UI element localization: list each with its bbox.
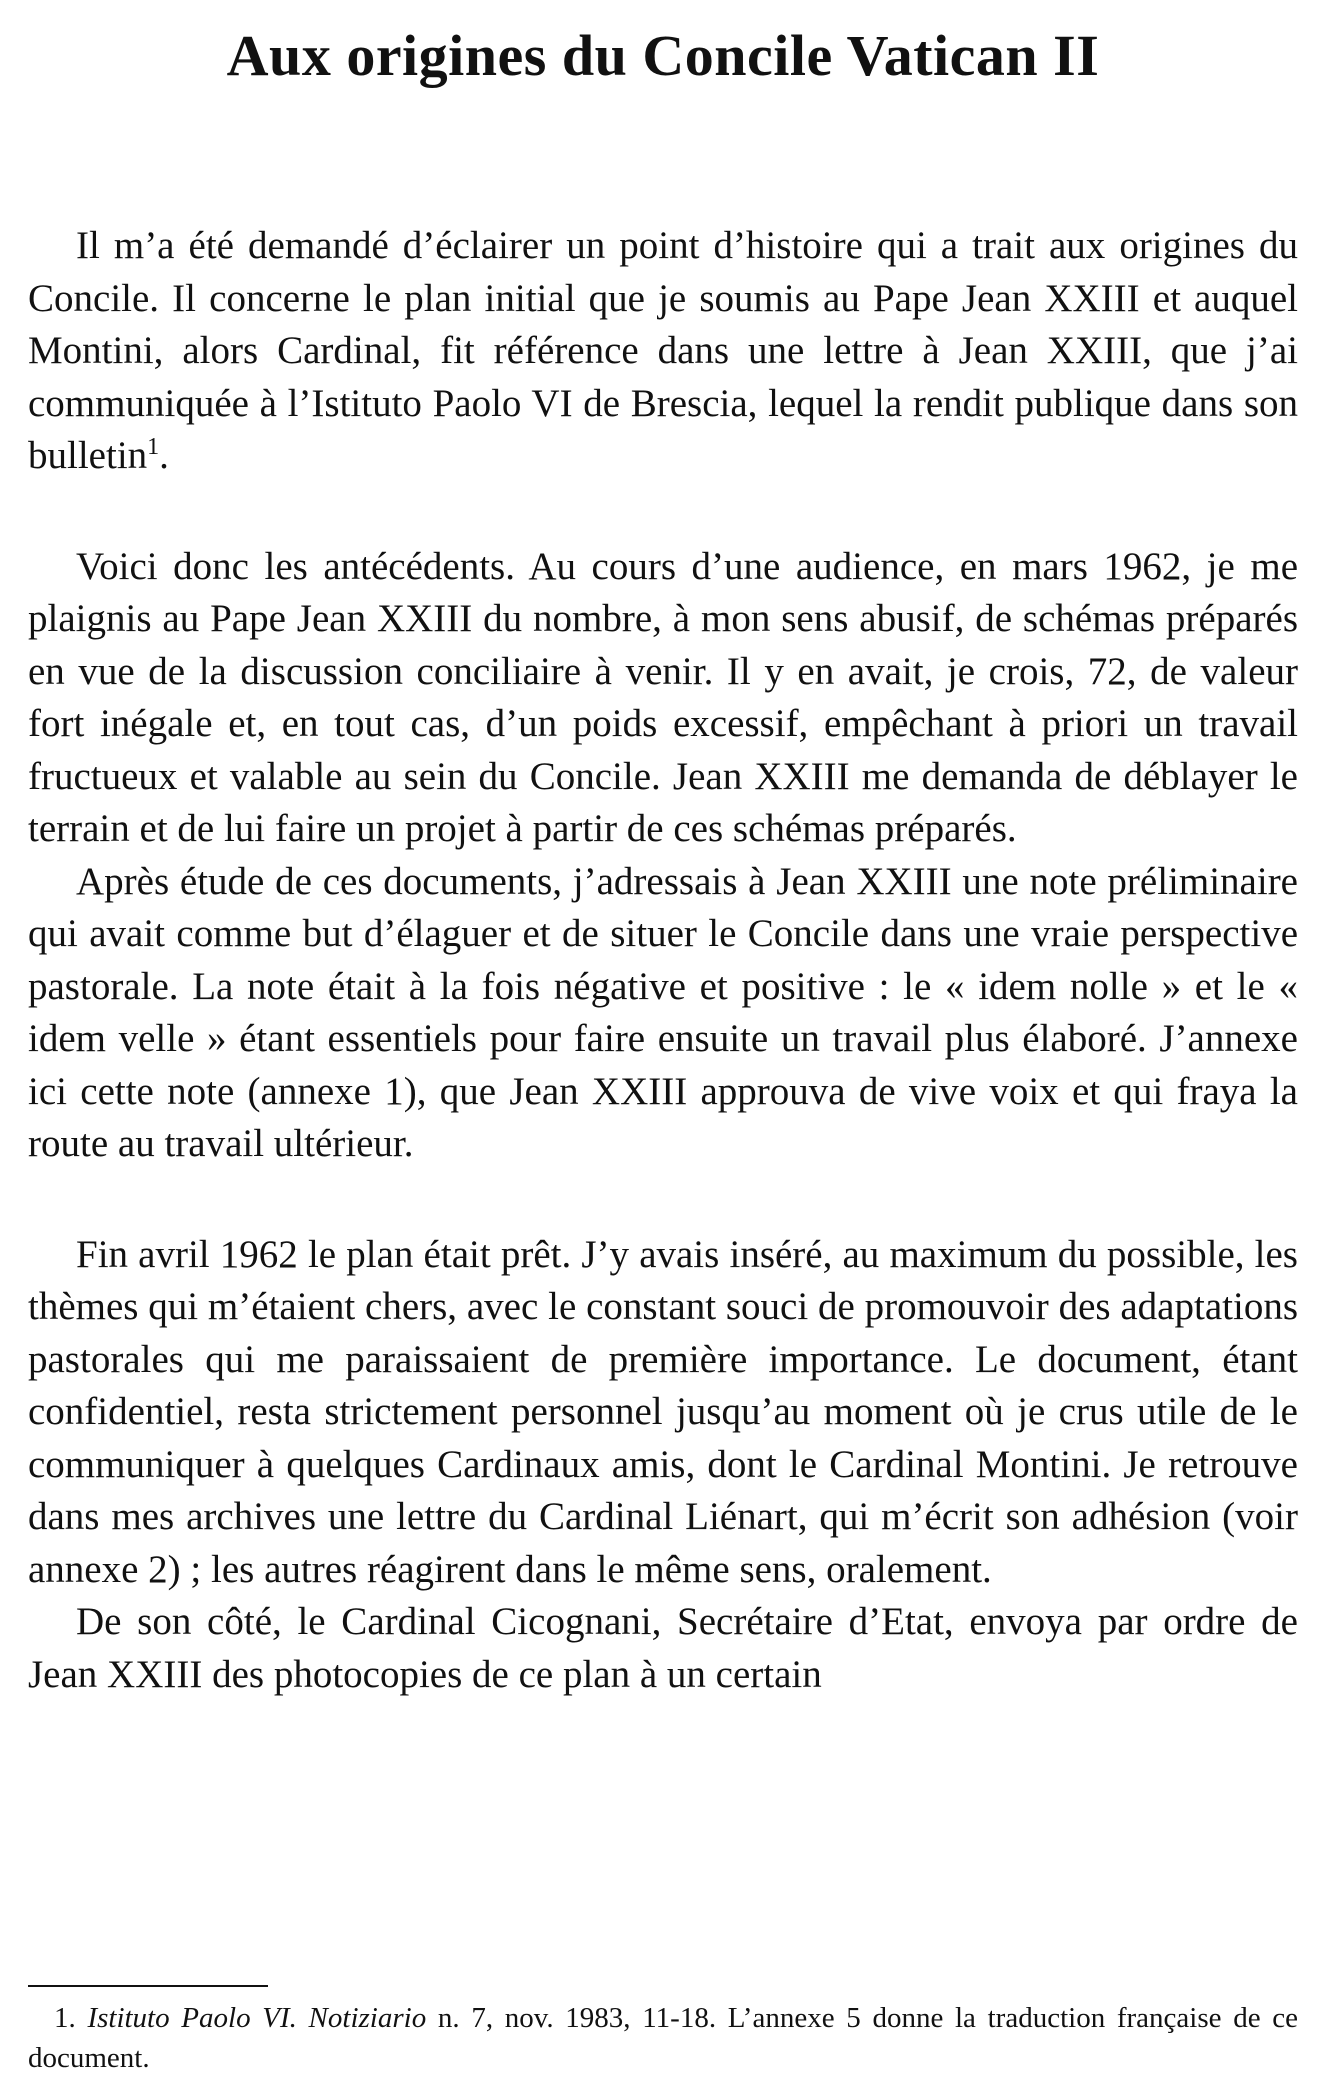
paragraph-3: Après étude de ces documents, j’adressais à Jean XXIII une note préliminaire qui avait comme but d’élaguer et de situer le Concile dans une vraie perspective pastorale. La note était à la fois négative et positive : le « idem nolle » et le « idem velle » étant essentiels pour faire ensuite un travail plus élaboré. J’annexe ici cette note (annexe 1), que Jean XXIII approuva de vive voix et qui fraya la route au travail ultérieur. bbox=[28, 859, 1298, 1165]
paragraph-4: Fin avril 1962 le plan était prêt. J’y avais inséré, au maximum du possible, les thèmes qui m’étaient chers, avec le constant souci de promouvoir des adaptations pastorales qui me paraissaient de première importance. Le document, étant confidentiel, resta strictement personnel jusqu’au moment où je crus utile de le communiquer à quelques Cardinaux amis, dont le Cardinal Montini. Je retrouve dans mes archives une lettre du Cardinal Liénart, qui m’écrit son adhésion (voir annexe 2) ; les autres réagirent dans le même sens, oralement. bbox=[28, 1232, 1298, 1591]
paragraph-5: De son côté, le Cardinal Cicognani, Secrétaire d’Etat, envoya par ordre de Jean XXIII des photocopies de ce plan à un certain bbox=[28, 1600, 1298, 1696]
footnote-number: 1. bbox=[54, 2002, 76, 2034]
paragraph-1-text: Il m’a été demandé d’éclairer un point d’histoire qui a trait aux origines du Concile. Il concerne le plan initial que je soumis au Pape Jean XXIII et auquel Montini, alors Cardinal, fit référence dans une lettre à Jean XXIII, que j’ai communiquée à l’Istituto Paolo VI de Brescia, lequel la rendit publique dans son bulletin bbox=[28, 224, 1298, 477]
footnote bbox=[28, 1998, 1298, 2078]
paragraph-gap bbox=[28, 1171, 1298, 1229]
footnote-source: Istituto Paolo VI. Notiziario bbox=[87, 2002, 427, 2034]
document-page bbox=[28, 0, 1298, 2092]
paragraph-2: Voici donc les antécédents. Au cours d’une audience, en mars 1962, je me plaignis au Pape Jean XXIII du nombre, à mon sens abusif, de schémas préparés en vue de la discussion conciliaire à venir. Il y en avait, je crois, 72, de valeur fort inégale et, en tout cas, d’un poids excessif, empêchant à priori un travail fructueux et valable au sein du Concile. Jean XXIII me demanda de déblayer le terrain et de lui faire un projet à partir de ces schémas préparés. bbox=[28, 544, 1298, 850]
body-text bbox=[28, 220, 1298, 1701]
paragraph-gap bbox=[28, 483, 1298, 541]
page-title: Aux origines du Concile Vatican II bbox=[226, 23, 1100, 88]
paragraph-1 bbox=[28, 220, 1298, 483]
footnote-details: n. 7, nov. 1983, 11-18. L’annexe 5 donne la traduction française de ce document. bbox=[28, 2002, 1298, 2074]
footnote-reference[interactable]: 1 bbox=[147, 434, 160, 460]
footnote-divider bbox=[28, 1985, 268, 1987]
paragraph-1-end: . bbox=[159, 434, 169, 477]
